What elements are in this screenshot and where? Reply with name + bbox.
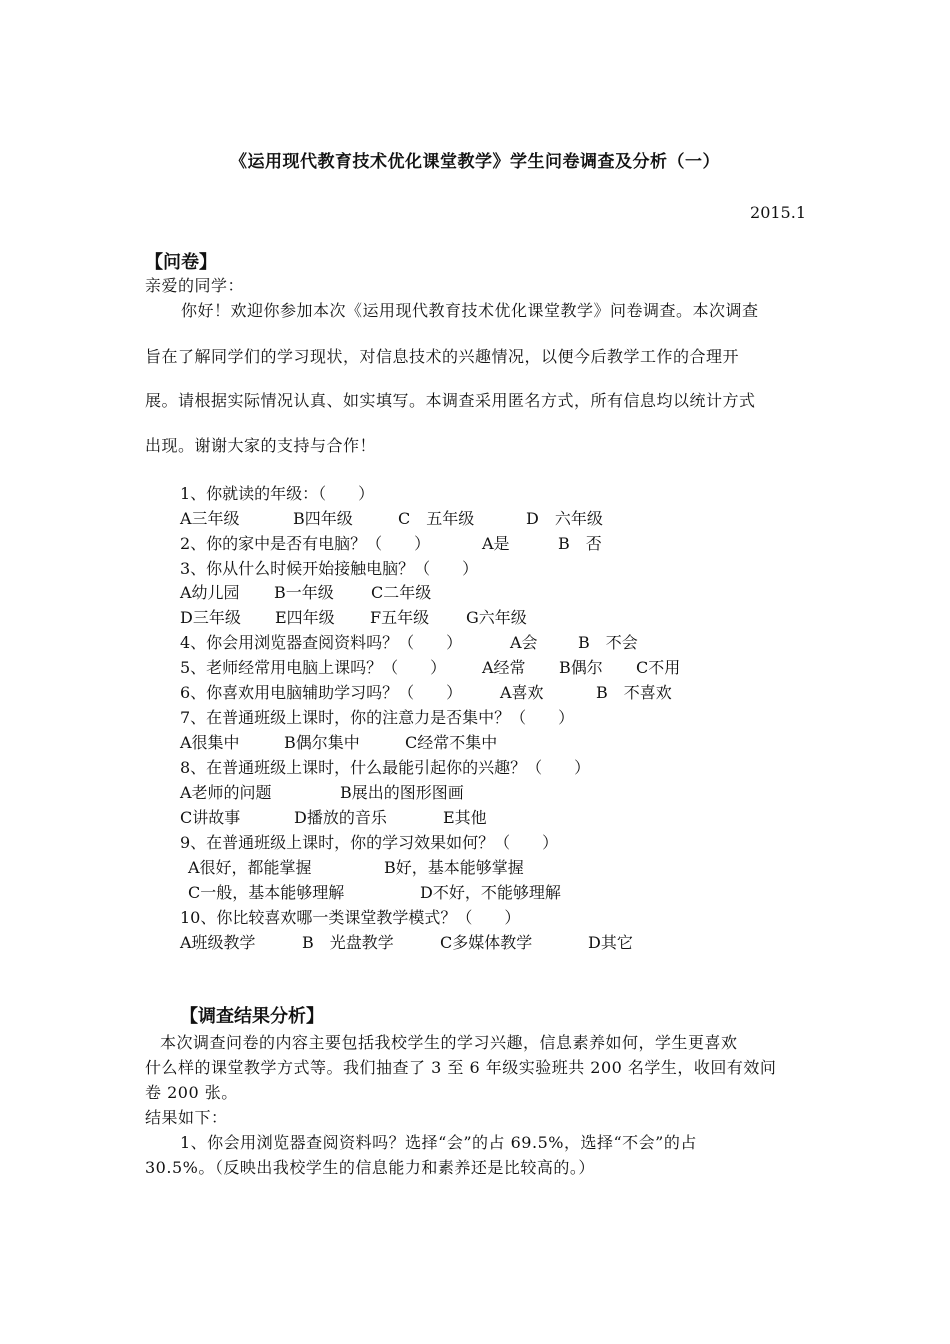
option: A老师的问题 [180, 783, 272, 802]
questionnaire-heading: 【问卷】 [145, 252, 217, 273]
option: D其它 [588, 933, 633, 952]
question-2: 2、你的家中是否有电脑？（ ） [180, 534, 431, 553]
option: A会 [510, 633, 538, 652]
result-line: 30.5%。（反映出我校学生的信息能力和素养还是比较高的。） [145, 1158, 595, 1177]
option: A三年级 [180, 509, 240, 528]
question-6: 6、你喜欢用电脑辅助学习吗？（ ） [180, 683, 463, 702]
question-3-options-row-1 [180, 583, 431, 603]
option: D不好，不能够理解 [420, 883, 561, 902]
question-6-options [500, 683, 672, 703]
option: B展出的图形图画 [340, 783, 464, 802]
question-3-options-row-2 [180, 608, 527, 628]
option: A喜欢 [500, 683, 544, 702]
question-8: 8、在普通班级上课时，什么最能引起你的兴趣？（ ） [180, 758, 591, 777]
option: B偶尔 [559, 658, 603, 677]
option: C一般，基本能够理解 [188, 883, 345, 902]
option: B好，基本能够掌握 [384, 858, 524, 877]
option: E其他 [443, 808, 487, 827]
option: D播放的音乐 [294, 808, 387, 827]
question-9-options-row-1 [188, 858, 524, 878]
option: F五年级 [370, 608, 430, 627]
intro-line: 你好！欢迎你参加本次《运用现代教育技术优化课堂教学》问卷调查。本次调查 [181, 301, 759, 320]
question-7: 7、在普通班级上课时，你的注意力是否集中？（ ） [180, 708, 575, 727]
analysis-heading: 【调查结果分析】 [180, 1006, 324, 1027]
option: D 六年级 [526, 509, 603, 528]
results-label: 结果如下： [145, 1108, 228, 1127]
question-4: 4、你会用浏览器查阅资料吗？（ ） [180, 633, 463, 652]
option: C不用 [636, 658, 681, 677]
question-8-options-row-2 [180, 808, 487, 828]
question-4-options [510, 633, 638, 653]
option: G六年级 [466, 608, 527, 627]
question-10: 10、你比较喜欢哪一类课堂教学模式？（ ） [180, 908, 521, 927]
option: A经常 [482, 658, 526, 677]
question-3: 3、你从什么时候开始接触电脑？（ ） [180, 559, 479, 578]
option: C经常不集中 [405, 733, 498, 752]
option: A很好，都能掌握 [188, 858, 312, 877]
question-7-options [180, 733, 497, 753]
option: D三年级 [180, 608, 241, 627]
greeting: 亲爱的同学： [145, 276, 245, 295]
option: A很集中 [180, 733, 240, 752]
intro-line: 展。请根据实际情况认真、如实填写。本调查采用匿名方式，所有信息均以统计方式 [145, 391, 756, 410]
option: A班级教学 [180, 933, 256, 952]
option: E四年级 [275, 608, 335, 627]
option: C二年级 [371, 583, 432, 602]
question-9: 9、在普通班级上课时，你的学习效果如何？（ ） [180, 833, 559, 852]
option: A是 [482, 534, 510, 553]
question-9-options-row-2 [188, 883, 561, 903]
analysis-line: 什么样的课堂教学方式等。我们抽查了 3 至 6 年级实验班共 200 名学生，收回有效问 [145, 1058, 777, 1077]
option: C讲故事 [180, 808, 241, 827]
document-title: 《运用现代教育技术优化课堂教学》学生问卷调查及分析（一） [230, 152, 720, 172]
option: B 否 [558, 534, 602, 553]
question-10-options [180, 933, 633, 953]
option: A幼儿园 [180, 583, 240, 602]
option: B 不会 [578, 633, 638, 652]
analysis-line: 本次调查问卷的内容主要包括我校学生的学习兴趣，信息素养如何，学生更喜欢 [160, 1033, 738, 1052]
result-line: 1、你会用浏览器查阅资料吗？选择“会”的占 69.5%，选择“不会”的占 [180, 1133, 697, 1152]
option: B 不喜欢 [596, 683, 672, 702]
analysis-line: 卷 200 张。 [145, 1083, 238, 1102]
question-8-options-row-1 [180, 783, 464, 803]
question-2-options [482, 534, 602, 554]
question-5-options [482, 658, 680, 678]
question-1-options [180, 509, 603, 529]
option: B一年级 [274, 583, 334, 602]
option: B 光盘教学 [302, 933, 394, 952]
question-5: 5、老师经常用电脑上课吗？（ ） [180, 658, 447, 677]
option: B四年级 [293, 509, 353, 528]
option: C多媒体教学 [440, 933, 533, 952]
option: C 五年级 [398, 509, 475, 528]
intro-line: 出现。谢谢大家的支持与合作！ [145, 436, 377, 455]
intro-line: 旨在了解同学们的学习现状，对信息技术的兴趣情况，以便今后教学工作的合理开 [145, 347, 740, 366]
question-1: 1、你就读的年级：（ ） [180, 484, 375, 503]
document-date: 2015.1 [750, 203, 806, 222]
option: B偶尔集中 [284, 733, 360, 752]
